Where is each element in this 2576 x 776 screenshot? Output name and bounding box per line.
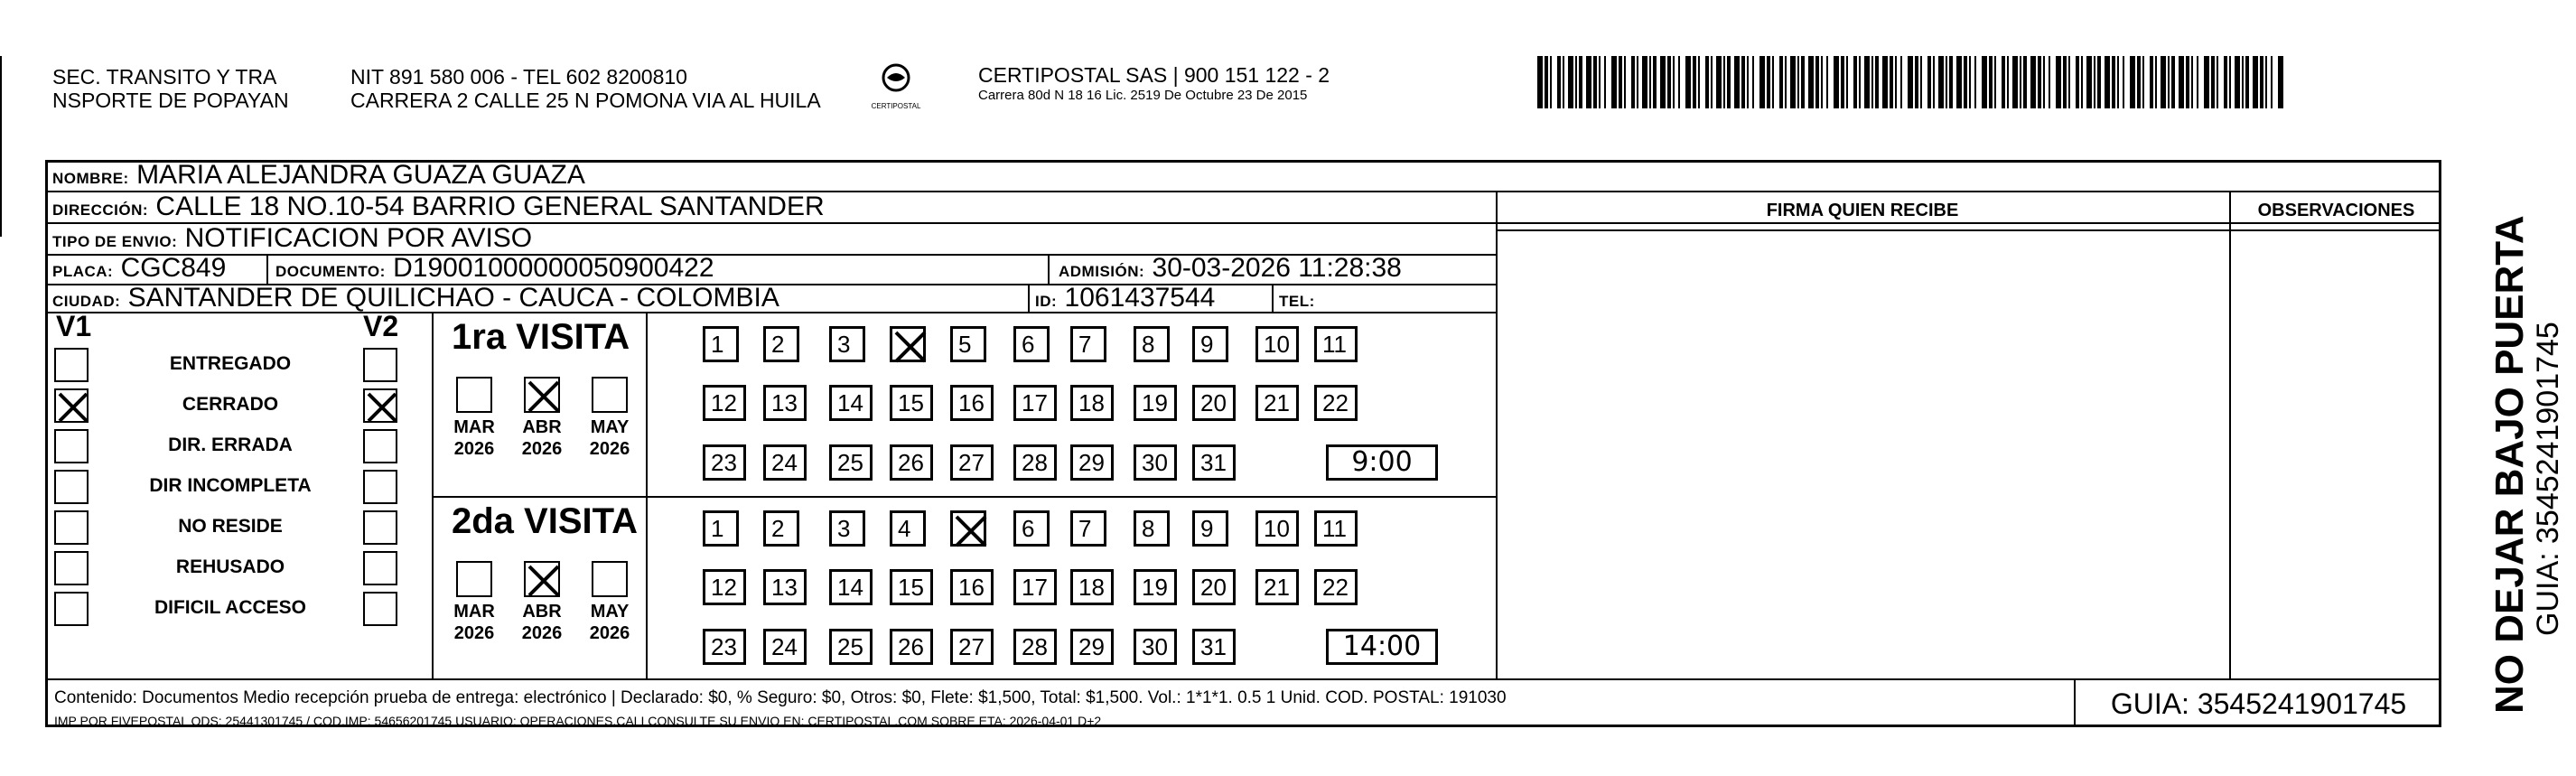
barcode-bar xyxy=(1853,56,1857,108)
day-box[interactable]: 8 xyxy=(1134,326,1170,362)
barcode-bar xyxy=(2260,56,2263,108)
barcode-bar xyxy=(1642,56,1647,108)
barcode-bar xyxy=(1826,56,1828,108)
barcode-bar xyxy=(2105,56,2110,108)
visit-title: 1ra VISITA xyxy=(452,317,630,357)
day-box[interactable]: 14 xyxy=(829,385,873,421)
v2-checkbox[interactable] xyxy=(363,388,397,423)
day-box[interactable]: 6 xyxy=(1013,326,1050,362)
day-box[interactable]: 13 xyxy=(763,569,807,605)
barcode-bar xyxy=(2235,56,2240,108)
barcode-bar xyxy=(1964,56,1967,108)
courier-info xyxy=(978,63,1330,105)
day-box[interactable]: 13 xyxy=(763,385,807,421)
month-checkbox[interactable] xyxy=(524,377,560,413)
barcode-bar xyxy=(1790,56,1796,108)
barcode-bar xyxy=(1579,56,1582,108)
barcode-bar xyxy=(1545,56,1548,108)
barcode-bar xyxy=(1900,56,1902,108)
direccion-label: DIRECCIÓN: xyxy=(52,201,149,219)
day-box[interactable]: 23 xyxy=(703,444,746,481)
day-box[interactable] xyxy=(950,510,986,547)
day-box[interactable]: 25 xyxy=(829,629,873,665)
barcode-bar xyxy=(2271,56,2273,108)
status-label: NO RESIDE xyxy=(178,516,283,537)
observaciones-area[interactable] xyxy=(2233,233,2440,678)
v2-checkbox[interactable] xyxy=(363,592,397,626)
v2-checkbox[interactable] xyxy=(363,510,397,545)
barcode-bar xyxy=(1772,56,1774,108)
barcode-bar xyxy=(2245,56,2249,108)
barcode-bar xyxy=(2171,56,2175,108)
barcode-bar xyxy=(1895,56,1897,108)
barcode-bar xyxy=(1711,56,1713,108)
barcode-bar xyxy=(1767,56,1770,108)
barcode-bar xyxy=(2161,56,2166,108)
day-box[interactable]: 18 xyxy=(1070,569,1114,605)
barcode-bar xyxy=(2217,56,2218,108)
day-box[interactable]: 21 xyxy=(1255,569,1299,605)
day-box[interactable]: 30 xyxy=(1134,629,1177,665)
day-box[interactable]: 3 xyxy=(829,326,865,362)
barcode-bar xyxy=(1797,56,1799,108)
day-box[interactable]: 11 xyxy=(1314,510,1358,547)
day-box[interactable]: 24 xyxy=(763,444,807,481)
month-label xyxy=(578,416,641,460)
month-name: MAY xyxy=(590,602,630,622)
day-box[interactable]: 27 xyxy=(950,444,994,481)
ciudad-value: SANTANDER DE QUILICHAO - CAUCA - COLOMBIA xyxy=(127,283,779,313)
barcode-bar xyxy=(2179,56,2184,108)
barcode-bar xyxy=(1890,56,1893,108)
barcode-bar xyxy=(1575,56,1577,108)
v1-checkbox[interactable] xyxy=(54,470,89,504)
barcode-bar xyxy=(2007,56,2009,108)
month-label xyxy=(510,601,574,644)
day-box[interactable]: 7 xyxy=(1070,326,1106,362)
courier-line-2: Carrera 80d N 18 16 Lic. 2519 De Octubre 23 De 2015 xyxy=(978,88,1308,103)
v1-checkbox[interactable] xyxy=(54,429,89,463)
barcode-bar xyxy=(1667,56,1671,108)
nombre-row xyxy=(52,159,585,195)
documento-value: D19001000000050900422 xyxy=(393,253,714,283)
ciudad-cell xyxy=(52,282,779,318)
day-box[interactable]: 19 xyxy=(1134,385,1177,421)
barcode-bar xyxy=(1611,56,1617,108)
day-box[interactable]: 10 xyxy=(1255,510,1299,547)
day-box[interactable]: 20 xyxy=(1192,385,1236,421)
barcode-bar xyxy=(1994,56,1996,108)
month-year: 2026 xyxy=(521,623,563,643)
barcode-bar xyxy=(1741,56,1745,108)
barcode-bar xyxy=(2186,56,2189,108)
nit-line: NIT 891 580 006 - TEL 602 8200810 xyxy=(350,65,687,89)
day-box[interactable]: 28 xyxy=(1013,444,1057,481)
direccion-value: CALLE 18 NO.10-54 BARRIO GENERAL SANTANDER xyxy=(155,192,825,221)
placa-label: PLACA: xyxy=(52,263,114,280)
barcode-bar xyxy=(1734,56,1740,108)
barcode-bar xyxy=(2130,56,2135,108)
barcode-bar xyxy=(1946,56,1947,108)
day-box[interactable]: 20 xyxy=(1192,569,1236,605)
barcode-bar xyxy=(1864,56,1870,108)
barcode-bar xyxy=(2137,56,2141,108)
barcode-bar xyxy=(1859,56,1861,108)
barcode-bar xyxy=(1550,56,1552,108)
day-box[interactable]: 5 xyxy=(950,326,986,362)
month-checkbox[interactable] xyxy=(456,561,492,597)
barcode-bar xyxy=(1908,56,1913,108)
barcode-bar xyxy=(1871,56,1873,108)
status-label: DIFICIL ACCESO xyxy=(154,597,306,618)
barcode-bar xyxy=(1938,56,1944,108)
footer-content-line: Contenido: Documentos Medio recepción prueba de entrega: electrónico | Declarado: $0, % Seguro: $0, Otros: $0, Flete: $1,500, Total: $1,500. Vol.: 1*1*1. 0.5 1 Unid. COD. POSTAL: 191030 xyxy=(54,688,1507,707)
day-box[interactable]: 3 xyxy=(829,510,865,547)
barcode-bar xyxy=(2242,56,2244,108)
nombre-label: NOMBRE: xyxy=(52,170,129,187)
left-edge-mark xyxy=(0,56,7,237)
barcode-bar xyxy=(1882,56,1888,108)
side-warning: NO DEJAR BAJO PUERTA xyxy=(2487,215,2532,714)
month-label xyxy=(443,601,506,644)
tel-cell xyxy=(1279,282,1315,318)
barcode-bar xyxy=(1815,56,1819,108)
day-box[interactable]: 10 xyxy=(1255,326,1299,362)
month-year: 2026 xyxy=(521,439,563,459)
day-box[interactable]: 12 xyxy=(703,569,746,605)
day-box[interactable]: 11 xyxy=(1314,326,1358,362)
day-box[interactable]: 1 xyxy=(703,326,739,362)
barcode-bar xyxy=(2056,56,2061,108)
day-box[interactable]: 31 xyxy=(1192,629,1236,665)
barcode-bar xyxy=(2168,56,2170,108)
id-cell xyxy=(1035,282,1215,318)
barcode-bar xyxy=(1537,56,1543,108)
v2-header: V2 xyxy=(363,310,399,342)
barcode-bar xyxy=(2224,56,2227,108)
barcode-bar xyxy=(1637,56,1638,108)
barcode-bar xyxy=(1841,56,1844,108)
barcode-bar xyxy=(2211,56,2215,108)
day-box[interactable]: 30 xyxy=(1134,444,1177,481)
status-label: REHUSADO xyxy=(175,556,285,577)
month-year: 2026 xyxy=(589,439,630,459)
side-notice xyxy=(2488,215,2564,714)
day-box[interactable]: 2 xyxy=(763,326,799,362)
tel-label: TEL: xyxy=(1279,293,1315,310)
barcode-bar xyxy=(1875,56,1879,108)
admision-value: 30-03-2026 11:28:38 xyxy=(1152,253,1402,283)
id-label: ID: xyxy=(1035,293,1058,310)
nombre-value: MARIA ALEJANDRA GUAZA GUAZA xyxy=(136,160,585,190)
visit-time[interactable]: 9:00 xyxy=(1326,444,1438,481)
barcode-bar xyxy=(1723,56,1725,108)
month-label xyxy=(510,416,574,460)
firma-area[interactable] xyxy=(1499,233,2227,678)
barcode-bar xyxy=(1653,56,1657,108)
certipostal-logo xyxy=(869,61,923,112)
barcode-bar xyxy=(1933,56,1935,108)
month-name: ABR xyxy=(522,602,562,622)
barcode-bar xyxy=(2191,56,2193,108)
month-checkbox[interactable] xyxy=(524,561,560,597)
barcode-bar xyxy=(1624,56,1626,108)
barcode-bar xyxy=(1759,56,1765,108)
barcode-bar xyxy=(2253,56,2258,108)
status-label: DIR INCOMPLETA xyxy=(149,475,312,496)
side-guia: GUIA: 3545241901745 xyxy=(2531,322,2565,636)
barcode-bar xyxy=(1927,56,1931,108)
v2-checkbox[interactable] xyxy=(363,551,397,585)
day-box[interactable]: 16 xyxy=(950,385,994,421)
day-box[interactable]: 9 xyxy=(1192,326,1228,362)
barcode-bar xyxy=(1604,56,1606,108)
barcode-bar xyxy=(1685,56,1691,108)
placa-value: CGC849 xyxy=(120,253,227,283)
day-box[interactable]: 26 xyxy=(890,629,933,665)
issuer-line-1: SEC. TRANSITO Y TRA xyxy=(52,65,277,89)
barcode-bar xyxy=(2063,56,2067,108)
barcode-bar xyxy=(1727,56,1731,108)
id-value: 1061437544 xyxy=(1064,283,1216,313)
day-box[interactable]: 4 xyxy=(890,510,926,547)
barcode-bar xyxy=(2023,56,2027,108)
barcode-bar xyxy=(1801,56,1805,108)
barcode-bar xyxy=(1915,56,1918,108)
barcode-bar xyxy=(2020,56,2021,108)
day-box[interactable]: 31 xyxy=(1192,444,1236,481)
day-box[interactable]: 15 xyxy=(890,385,933,421)
month-checkbox[interactable] xyxy=(592,377,628,413)
status-label: DIR. ERRADA xyxy=(168,435,293,455)
day-box[interactable]: 23 xyxy=(703,629,746,665)
courier-line-1: CERTIPOSTAL SAS | 900 151 122 - 2 xyxy=(978,63,1330,87)
day-box[interactable]: 8 xyxy=(1134,510,1170,547)
barcode-bar xyxy=(2097,56,2101,108)
barcode-bar xyxy=(2012,56,2018,108)
barcode-bar xyxy=(1808,56,1814,108)
barcode-bar xyxy=(1698,56,1700,108)
month-label xyxy=(578,601,641,644)
barcode-bar xyxy=(1785,56,1787,108)
day-box[interactable]: 19 xyxy=(1134,569,1177,605)
day-box[interactable]: 21 xyxy=(1255,385,1299,421)
day-box[interactable]: 17 xyxy=(1013,569,1057,605)
day-box[interactable]: 29 xyxy=(1070,444,1114,481)
issuer-name xyxy=(52,65,289,112)
v2-checkbox[interactable] xyxy=(363,470,397,504)
day-box[interactable]: 17 xyxy=(1013,385,1057,421)
logo-text: CERTIPOSTAL xyxy=(871,102,921,110)
month-checkbox[interactable] xyxy=(592,561,628,597)
day-box[interactable]: 6 xyxy=(1013,510,1050,547)
issuer-contact xyxy=(350,65,821,112)
barcode-bar xyxy=(1586,56,1591,108)
month-label xyxy=(443,416,506,460)
month-year: 2026 xyxy=(589,623,630,643)
month-name: MAR xyxy=(453,602,495,622)
barcode-bar xyxy=(2197,56,2198,108)
tipo-value: NOTIFICACION POR AVISO xyxy=(184,223,533,253)
day-box[interactable]: 29 xyxy=(1070,629,1114,665)
barcode-bar xyxy=(2204,56,2209,108)
day-box[interactable]: 27 xyxy=(950,629,994,665)
barcode-bar xyxy=(2076,56,2079,108)
day-box[interactable] xyxy=(890,326,926,362)
barcode-bar xyxy=(1649,56,1651,108)
barcode-bar xyxy=(1705,56,1709,108)
v1-checkbox[interactable] xyxy=(54,551,89,585)
barcode-bar xyxy=(2142,56,2144,108)
day-box[interactable]: 26 xyxy=(890,444,933,481)
barcode-bar xyxy=(2123,56,2124,108)
barcode-bar xyxy=(1752,56,1754,108)
barcode-bar xyxy=(2030,56,2036,108)
barcode-bar xyxy=(1660,56,1666,108)
barcode-bar xyxy=(1693,56,1696,108)
day-box[interactable]: 25 xyxy=(829,444,873,481)
barcode-bar xyxy=(2229,56,2231,108)
barcode-bar xyxy=(2038,56,2041,108)
day-box[interactable]: 7 xyxy=(1070,510,1106,547)
address-line: CARRERA 2 CALLE 25 N POMONA VIA AL HUILA xyxy=(350,89,821,112)
barcode-bar xyxy=(1599,56,1601,108)
v1-header: V1 xyxy=(56,310,92,342)
v1-checkbox[interactable] xyxy=(54,592,89,626)
month-year: 2026 xyxy=(453,623,495,643)
barcode-bar xyxy=(1678,56,1680,108)
barcode-bar xyxy=(2002,56,2005,108)
status-label: CERRADO xyxy=(182,394,279,415)
barcode-bar xyxy=(2278,56,2283,108)
v2-checkbox[interactable] xyxy=(363,429,397,463)
barcode-bar xyxy=(2049,56,2050,108)
month-year: 2026 xyxy=(453,439,495,459)
observaciones-header: OBSERVACIONES xyxy=(2257,201,2415,220)
direccion-row xyxy=(52,191,825,227)
v2-checkbox[interactable] xyxy=(363,348,397,382)
month-name: ABR xyxy=(522,417,562,437)
visit-time[interactable]: 14:00 xyxy=(1326,629,1438,665)
day-box[interactable]: 16 xyxy=(950,569,994,605)
day-box[interactable]: 22 xyxy=(1314,385,1358,421)
barcode-bar xyxy=(1989,56,1993,108)
day-box[interactable]: 22 xyxy=(1314,569,1358,605)
barcode-bar xyxy=(1949,56,1953,108)
barcode-bar xyxy=(1920,56,1922,108)
month-checkbox[interactable] xyxy=(456,377,492,413)
v1-checkbox[interactable] xyxy=(54,510,89,545)
barcode-bar xyxy=(2155,56,2157,108)
day-box[interactable]: 18 xyxy=(1070,385,1114,421)
barcode-bar xyxy=(1631,56,1635,108)
day-box[interactable]: 1 xyxy=(703,510,739,547)
barcode-bar xyxy=(2117,56,2119,108)
barcode-bar xyxy=(2094,56,2095,108)
day-box[interactable]: 15 xyxy=(890,569,933,605)
day-box[interactable]: 28 xyxy=(1013,629,1057,665)
barcode-bar xyxy=(1568,56,1573,108)
barcode-bar xyxy=(1619,56,1622,108)
barcode-bar xyxy=(2112,56,2115,108)
day-box[interactable]: 24 xyxy=(763,629,807,665)
month-name: MAR xyxy=(453,417,495,437)
barcode-bar xyxy=(1673,56,1675,108)
barcode-bar xyxy=(1557,56,1561,108)
barcode-bar xyxy=(1969,56,1971,108)
tipo-label: TIPO DE ENVIO: xyxy=(52,233,178,250)
day-box[interactable]: 2 xyxy=(763,510,799,547)
ciudad-label: CIUDAD: xyxy=(52,293,121,310)
barcode-bar xyxy=(2150,56,2153,108)
v1-checkbox[interactable] xyxy=(54,388,89,423)
barcode-bar xyxy=(1982,56,1987,108)
day-box[interactable]: 9 xyxy=(1192,510,1228,547)
admision-label: ADMISIÓN: xyxy=(1059,263,1145,280)
guia-box: GUIA: 3545241901745 xyxy=(2110,687,2407,720)
barcode xyxy=(1537,56,2283,108)
barcode-bar xyxy=(1593,56,1597,108)
footer-print-line: IMP POR FIVEPOSTAL ODS: 25441301745 / COD.IMP: 54656201745 USUARIO: OPERACIONES.CALI CONSULTE SU ENVIO EN: CERTIPOSTAL.COM SOBRE ETA: 2026-04-01 D+2 xyxy=(54,714,1102,728)
barcode-bar xyxy=(2086,56,2092,108)
barcode-bar xyxy=(1716,56,1722,108)
day-box[interactable]: 12 xyxy=(703,385,746,421)
documento-label: DOCUMENTO: xyxy=(275,263,386,280)
barcode-bar xyxy=(2265,56,2267,108)
barcode-bar xyxy=(1747,56,1749,108)
barcode-bar xyxy=(2068,56,2070,108)
barcode-bar xyxy=(2081,56,2083,108)
day-box[interactable]: 14 xyxy=(829,569,873,605)
v1-checkbox[interactable] xyxy=(54,348,89,382)
barcode-bar xyxy=(2043,56,2045,108)
month-name: MAY xyxy=(590,417,630,437)
barcode-bar xyxy=(1821,56,1823,108)
barcode-bar xyxy=(1779,56,1783,108)
barcode-bar xyxy=(1834,56,1839,108)
barcode-bar xyxy=(1974,56,1976,108)
visit-title: 2da VISITA xyxy=(452,501,638,541)
barcode-bar xyxy=(1846,56,1848,108)
firma-header: FIRMA QUIEN RECIBE xyxy=(1766,201,1959,220)
barcode-bar xyxy=(1563,56,1564,108)
barcode-bar xyxy=(1956,56,1962,108)
issuer-line-2: NSPORTE DE POPAYAN xyxy=(52,89,289,112)
status-label: ENTREGADO xyxy=(169,353,292,374)
